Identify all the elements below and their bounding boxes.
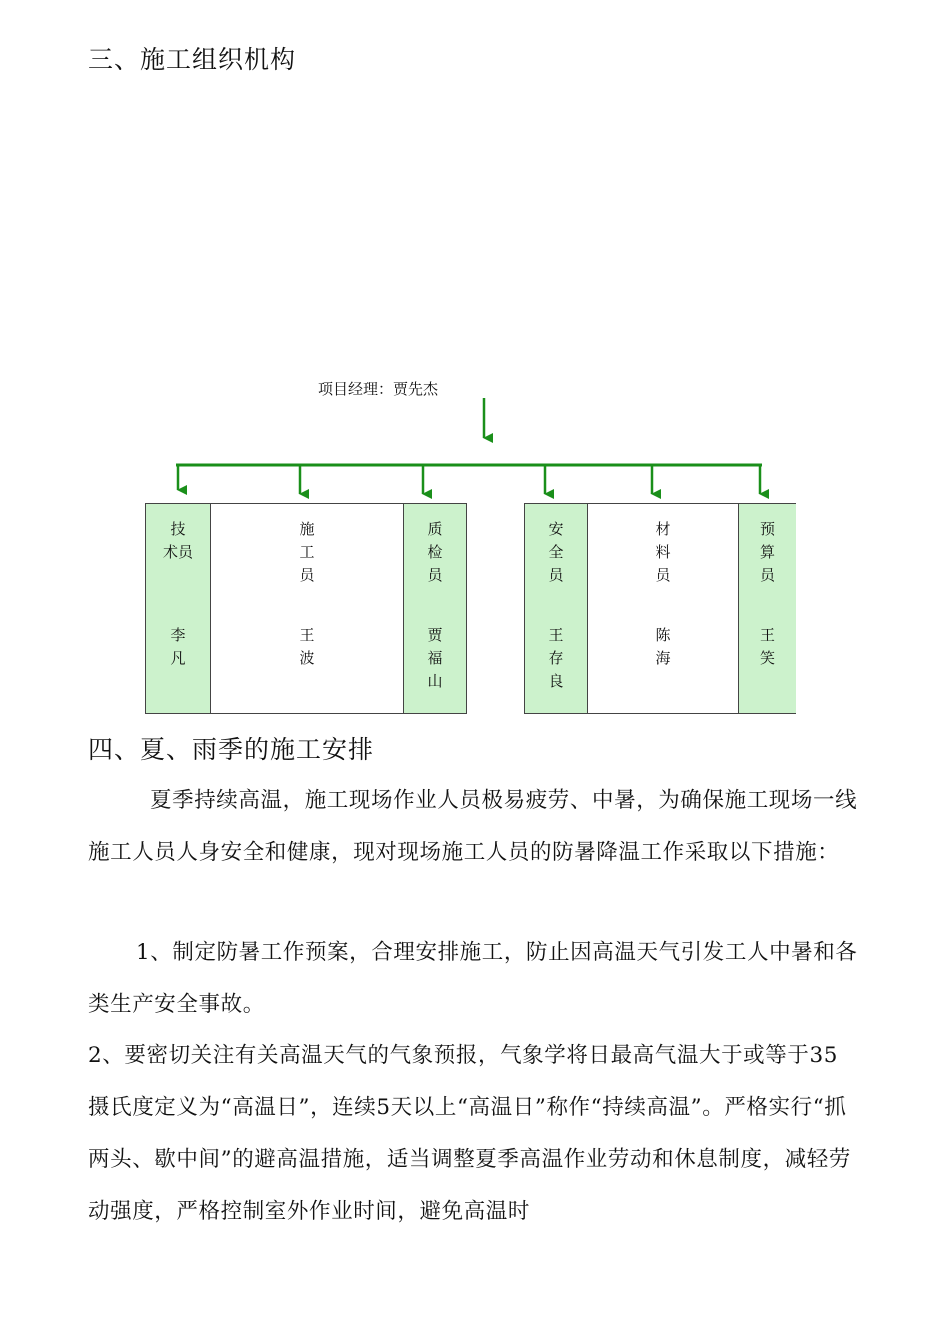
person-name: 贾 福 山 [427,626,443,690]
role-label: 施 工 员 [299,520,315,584]
section-3-title: 三、施工组织机构 [88,45,297,74]
box-technician [145,503,211,714]
box-materials-officer [587,503,739,714]
project-manager-label: 项目经理：贾先杰 [318,380,439,398]
person-name: 王 波 [299,626,315,667]
role-label: 安 全 员 [548,520,564,584]
role-label: 质 检 员 [427,520,443,584]
paragraph-measure-1: 1、制定防暑工作预案，合理安排施工，防止因高温天气引发工人中暑和各类生产安全事故。 [88,940,858,1017]
person-name: 王 存 良 [548,626,564,690]
role-label: 预 算 员 [759,520,775,584]
role-label: 技 术员 [162,520,193,561]
box-safety-officer [524,503,588,714]
person-name: 陈 海 [655,626,671,667]
box-constructor [210,503,404,714]
person-name: 李 凡 [170,626,186,667]
paragraph-intro: 夏季持续高温，施工现场作业人员极易疲劳、中暑，为确保施工现场一线施工人员人身安全和健康，现对现场施工人员的防暑降温工作采取以下措施： [88,788,858,865]
section-4-title: 四、夏、雨季的施工安排 [88,735,375,764]
paragraph-measure-2: 2、要密切关注有关高温天气的气象预报，气象学将日最高气温大于或等于35摄氏度定义为“高温日”，连续5天以上“高温日”称作“持续高温”。严格实行“抓两头、歇中间”的避高温措施，适当调整夏季高温作业劳动和休息制度，减轻劳动强度，严格控制室外作业时间，避免高温时 [88,1043,851,1224]
person-name: 王 笑 [759,626,775,667]
role-label: 材 料 员 [655,520,671,584]
box-quality-inspector [403,503,467,714]
box-budget-officer [738,503,796,714]
